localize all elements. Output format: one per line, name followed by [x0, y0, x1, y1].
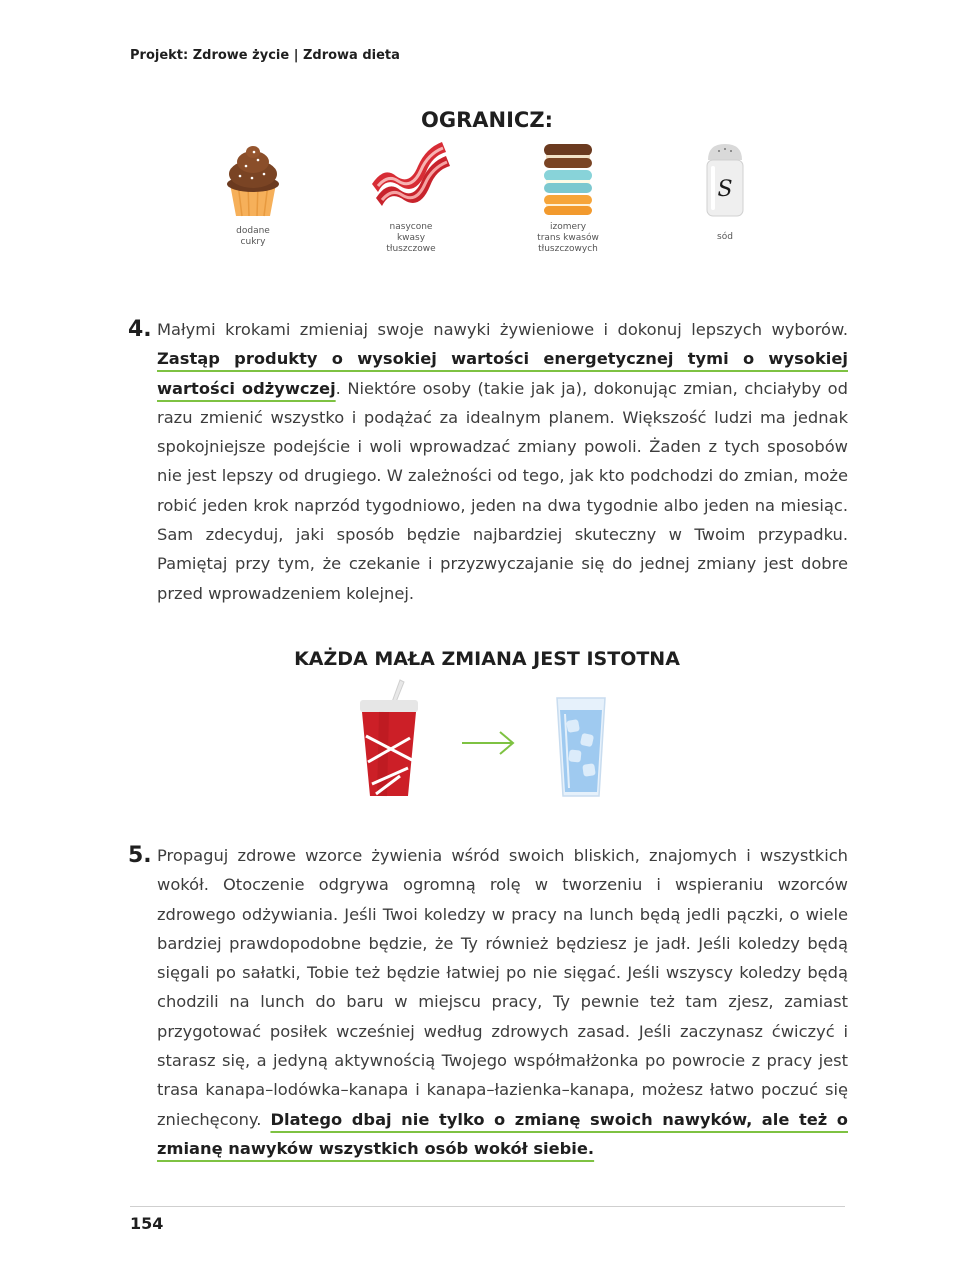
- macarons-icon: [540, 140, 596, 216]
- soda-cup-icon: [354, 676, 424, 802]
- point-4-text: [157, 315, 848, 608]
- water-glass-icon: [555, 694, 607, 800]
- point-number: 5.: [128, 843, 152, 868]
- limit-item-saturated-fat: [336, 140, 486, 255]
- point-number: 4.: [128, 317, 152, 342]
- svg-text:S: S: [717, 177, 733, 202]
- footer-divider: [130, 1206, 845, 1207]
- point-4: [128, 315, 848, 608]
- page-number: 154: [130, 1214, 164, 1233]
- limit-section-title: OGRANICZ:: [421, 108, 553, 132]
- point-5-text: [157, 841, 848, 1163]
- change-section-title: KAŻDA MAŁA ZMIANA JEST ISTOTNA: [294, 648, 680, 670]
- point-4-highlight: Zastąp produkty o wysokiej wartości energetycznej tymi o wysokiej wartości odżywczej: [157, 349, 848, 398]
- bacon-icon: [370, 140, 452, 216]
- limit-item-caption: izomery trans kwasów tłuszczowych: [537, 222, 599, 254]
- point-4-text-end: . Niektóre osoby (takie jak ja), dokonując zmian, chciałyby od razu zmienić wszystko i podążać za idealnym planem. Większość ludzi ma jednak spokojniejsze podejście i woli wprowadzać zmiany powoli. Żaden z tych sposobów nie jest lepszy od drugiego. W zależności od tego, jak kto podchodzi do zmian, może robić jeden krok naprzód tygodniowo, jeden na dwa tygodnie albo jeden na miesiąc. Sam zdecyduj, jaki sposób będzie najbardziej skuteczny w Twoim przypadku. Pamiętaj przy tym, że czekanie i przyzwyczajanie się do jednej zmiany jest dobre przed wprowadzeniem kolejnej.: [157, 378, 848, 603]
- arrow-right-icon: [460, 730, 516, 756]
- limit-item-trans-fat: [493, 140, 643, 255]
- point-5-text-start: Propaguj zdrowe wzorce żywienia wśród swoich bliskich, znajomych i wszystkich wokół. Otoczenie odgrywa ogromną rolę w tworzeniu i wspieraniu wzorców zdrowego odżywiania. Jeśli Twoi koledzy w pracy na lunch będą jedli pączki, o wiele bardziej prawdopodobne będzie, że Ty również będziesz je jadł. Jeśli koledzy będą sięgali po sałatki, Tobie też będzie łatwiej po nie sięgać. Jeśli wszyscy koledzy będą chodzili na lunch do baru w miejscu pracy, Ty pewnie też tam zjesz, zamiast przygotować posiłek wcześniej według zdrowych zasad. Jeśli zaczynasz ćwiczyć i starasz się, a jedyną aktywnością Twojego współmałżonka po powrocie z pracy jest trasa kanapa–lodówka–kanapa i kanapa–łazienka–kanapa, możesz łatwo poczuć się zniechęcony.: [157, 846, 848, 1129]
- cupcake-icon: [218, 140, 288, 220]
- salt-shaker-icon: [702, 140, 748, 220]
- point-4-text-start: Małymi krokami zmieniaj swoje nawyki żywieniowe i dokonuj lepszych wyborów.: [157, 320, 848, 339]
- limit-item-caption: sód: [717, 232, 733, 242]
- limit-item-caption: dodane cukry: [236, 226, 270, 247]
- limit-item-caption: nasycone kwasy tłuszczowe: [386, 222, 436, 254]
- point-5-highlight: Dlatego dbaj nie tylko o zmianę swoich nawyków, ale też o zmianę nawyków wszystkich osób wokół siebie.: [157, 1109, 848, 1158]
- point-5: [128, 841, 848, 1163]
- running-head: Projekt: Zdrowe życie | Zdrowa dieta: [130, 48, 400, 63]
- limit-item-sugar: [178, 140, 328, 248]
- limit-item-sodium: [650, 140, 800, 243]
